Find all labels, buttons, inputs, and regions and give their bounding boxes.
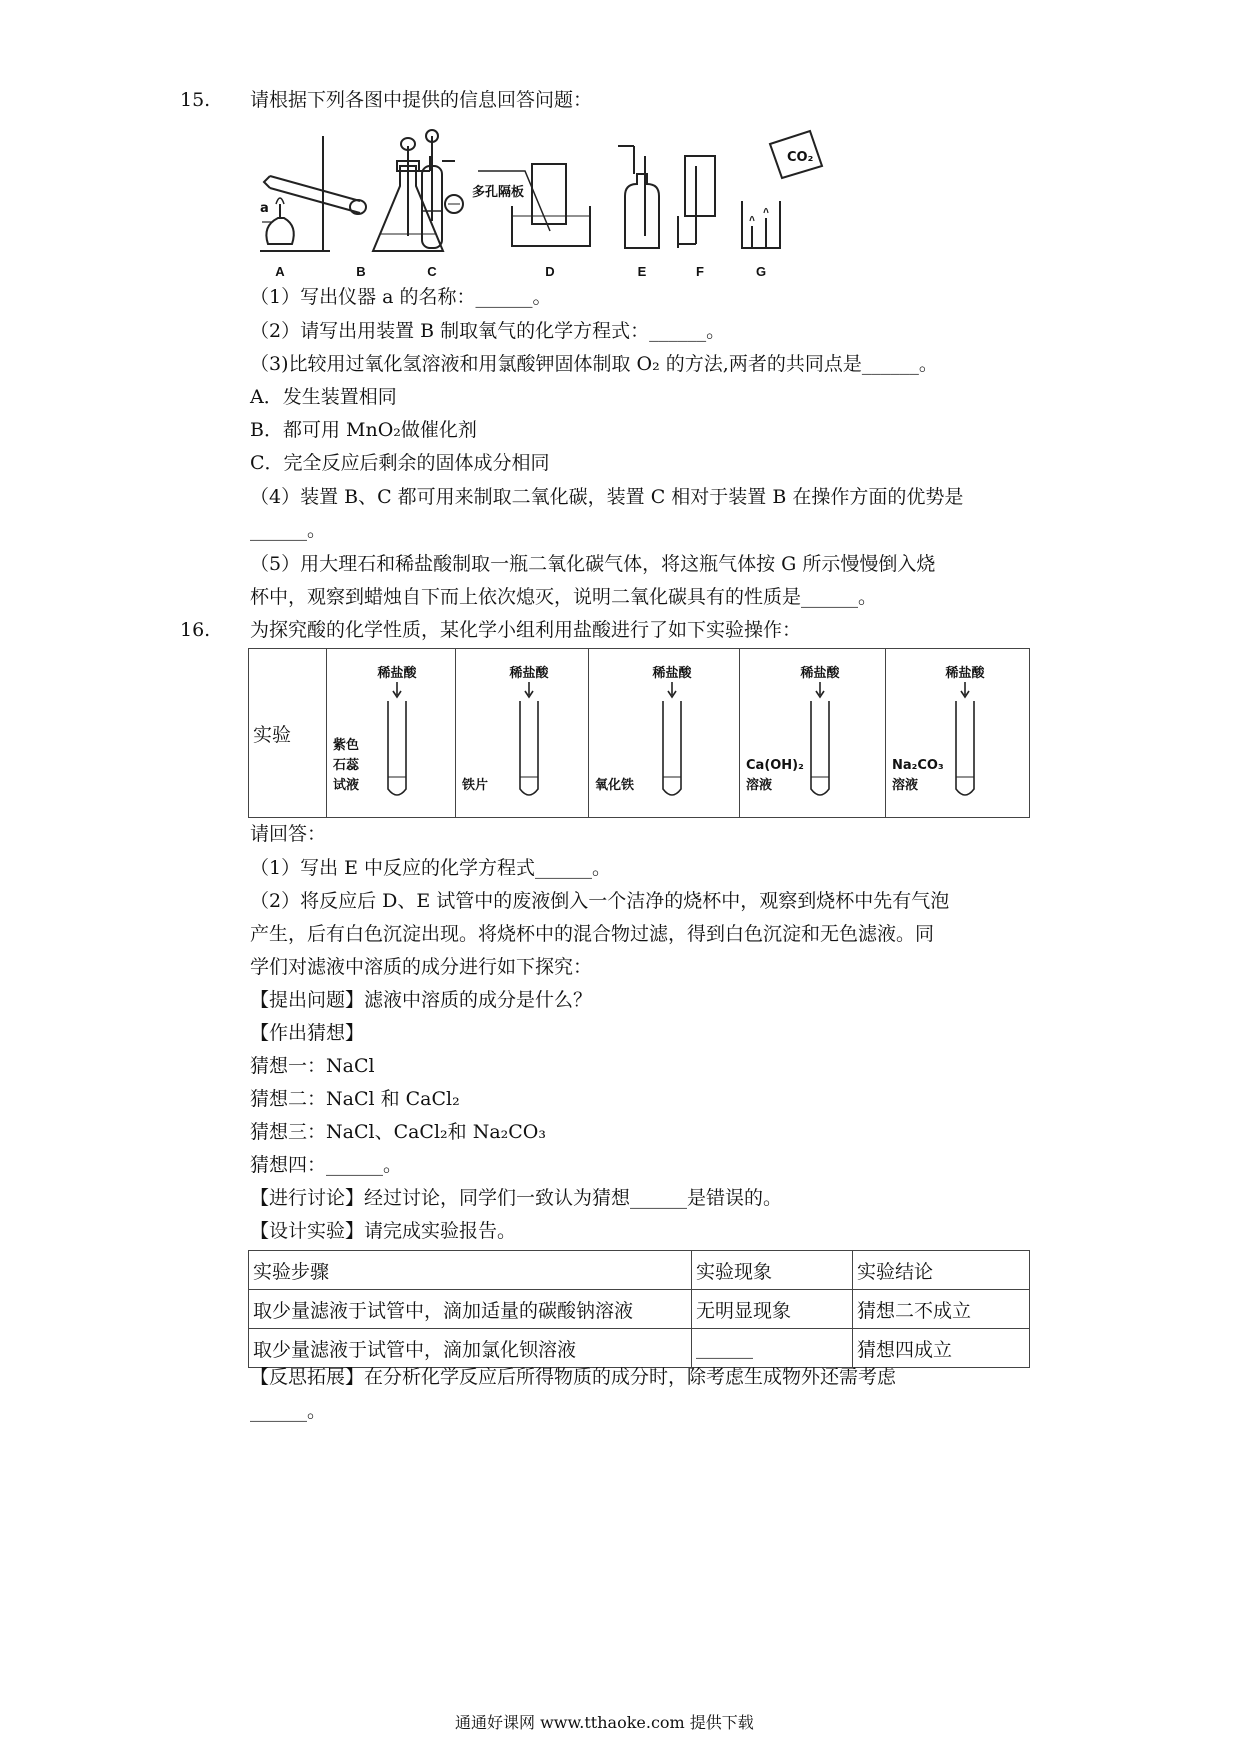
- q15-stem: 请根据下列各图中提供的信息回答问题：: [250, 89, 593, 111]
- acid-label: 稀盐酸: [377, 666, 417, 681]
- apparatus-c-icon: [422, 130, 463, 248]
- q15-apparatus-figure: [250, 126, 950, 286]
- apparatus-a-icon: [260, 136, 366, 251]
- reagent-label: Ca(OH)₂: [746, 758, 804, 773]
- q16-guess4: 猜想四：______。: [250, 1154, 403, 1176]
- q15-part5-line2: 杯中，观察到蜡烛自下而上依次熄灭，说明二氧化碳具有的性质是______。: [250, 586, 878, 608]
- q15-part1: （1）写出仪器 a 的名称：______。: [250, 286, 552, 308]
- report-cell: 猜想二不成立: [853, 1290, 1030, 1329]
- q15-number: 15.: [180, 89, 211, 111]
- q15-part2: （2）请写出用装置 B 制取氧气的化学方程式：______。: [250, 320, 726, 342]
- experiment-header: 实验: [253, 723, 292, 746]
- page-footer: 通通好课网 www.tthaoke.com 提供下载: [455, 1713, 754, 1732]
- apparatus-label-b: B: [356, 264, 366, 279]
- q16-part2-line1: （2）将反应后 D、E 试管中的废液倒入一个洁净的烧杯中，观察到烧杯中先有气泡: [250, 890, 950, 912]
- q16-guess-heading: 【作出猜想】: [250, 1022, 365, 1044]
- experiment-report-table: [248, 1250, 1030, 1368]
- test-tube-icon: [388, 701, 406, 795]
- q16-guess3: 猜想三：NaCl、CaCl₂和 Na₂CO₃: [250, 1121, 547, 1143]
- reagent-label: 紫色: [333, 738, 360, 753]
- report-cell: 取少量滤液于试管中，滴加适量的碳酸钠溶液: [249, 1290, 692, 1329]
- apparatus-label-f: F: [696, 264, 704, 279]
- q16-guess2: 猜想二：NaCl 和 CaCl₂: [250, 1088, 460, 1110]
- apparatus-e-icon: [618, 146, 659, 248]
- apparatus-f-icon: [678, 156, 715, 248]
- reagent-label: 溶液: [892, 778, 919, 793]
- apparatus-a-callout: a: [260, 201, 269, 216]
- test-tube-e: [886, 649, 1029, 813]
- q15-part4-line2: ______。: [250, 519, 327, 541]
- apparatus-label-d: D: [545, 264, 555, 279]
- q15-option-a: A．发生装置相同: [250, 386, 397, 408]
- q16-part2-line2: 产生，后有白色沉淀出现。将烧杯中的混合物过滤，得到白色沉淀和无色滤液。同: [250, 923, 935, 945]
- apparatus-d-icon: [478, 164, 590, 246]
- report-row: [249, 1329, 1030, 1368]
- experiment-table: [248, 648, 1030, 818]
- q15-part3: （3)比较用过氧化氢溶液和用氯酸钾固体制取 O₂ 的方法,两者的共同点是______。: [250, 353, 938, 375]
- q16-reflection-line1: 【反思拓展】在分析化学反应后所得物质的成分时，除考虑生成物外还需考虑: [250, 1366, 897, 1388]
- acid-label: 稀盐酸: [800, 666, 840, 681]
- test-tube-icon: [520, 701, 538, 795]
- report-header-phenomenon: 实验现象: [692, 1251, 853, 1290]
- report-cell: 无明显现象: [692, 1290, 853, 1329]
- report-cell: ______: [692, 1329, 853, 1368]
- acid-label: 稀盐酸: [945, 666, 985, 681]
- apparatus-g-icon: [742, 131, 822, 248]
- q16-part1: （1）写出 E 中反应的化学方程式______。: [250, 857, 612, 879]
- acid-label: 稀盐酸: [509, 666, 549, 681]
- co2-label: CO₂: [787, 150, 814, 165]
- q15-option-b: B．都可用 MnO₂做催化剂: [250, 419, 477, 441]
- reagent-label: 溶液: [746, 778, 773, 793]
- report-cell: 取少量滤液于试管中，滴加氯化钡溶液: [249, 1329, 692, 1368]
- apparatus-label-a: A: [275, 264, 285, 279]
- q15-option-c: C．完全反应后剩余的固体成分相同: [250, 452, 550, 474]
- apparatus-label-c: C: [427, 264, 437, 279]
- q16-part2-line3: 学们对滤液中溶质的成分进行如下探究：: [250, 956, 593, 978]
- test-tube-b: [456, 649, 588, 813]
- report-header-step: 实验步骤: [249, 1251, 692, 1290]
- reagent-label: 试液: [333, 778, 360, 793]
- reagent-label: 石蕊: [333, 758, 360, 773]
- q16-stem: 为探究酸的化学性质，某化学小组利用盐酸进行了如下实验操作：: [250, 619, 802, 641]
- q15-part5-line1: （5）用大理石和稀盐酸制取一瓶二氧化碳气体，将这瓶气体按 G 所示慢慢倒入烧: [250, 553, 936, 575]
- q16-number: 16.: [180, 619, 211, 641]
- reagent-label: 铁片: [462, 778, 489, 793]
- porous-plate-label: 多孔隔板: [472, 185, 525, 200]
- q16-raise-question: 【提出问题】滤液中溶质的成分是什么？: [250, 989, 593, 1011]
- apparatus-label-g: G: [755, 264, 767, 279]
- reagent-label: 氧化铁: [595, 778, 635, 793]
- q16-discussion: 【进行讨论】经过讨论，同学们一致认为猜想______是错误的。: [250, 1187, 783, 1209]
- test-tube-icon: [811, 701, 829, 795]
- report-cell: 猜想四成立: [853, 1329, 1030, 1368]
- report-header-conclusion: 实验结论: [853, 1251, 1030, 1290]
- test-tube-d: [740, 649, 885, 813]
- q16-answer-prompt: 请回答：: [250, 823, 327, 845]
- q15-part4-line1: （4）装置 B、C 都可用来制取二氧化碳，装置 C 相对于装置 B 在操作方面的优势是: [250, 486, 964, 508]
- apparatus-label-e: E: [637, 264, 647, 279]
- acid-label: 稀盐酸: [652, 666, 692, 681]
- q16-reflection-line2: ______。: [250, 1400, 327, 1422]
- test-tube-c: [589, 649, 739, 813]
- test-tube-a: [327, 649, 455, 813]
- test-tube-icon: [956, 701, 974, 795]
- report-header-row: [249, 1251, 1030, 1290]
- test-tube-icon: [663, 701, 681, 795]
- q16-design: 【设计实验】请完成实验报告。: [250, 1220, 517, 1242]
- report-row: [249, 1290, 1030, 1329]
- q16-guess1: 猜想一：NaCl: [250, 1055, 375, 1077]
- reagent-label: Na₂CO₃: [892, 758, 944, 773]
